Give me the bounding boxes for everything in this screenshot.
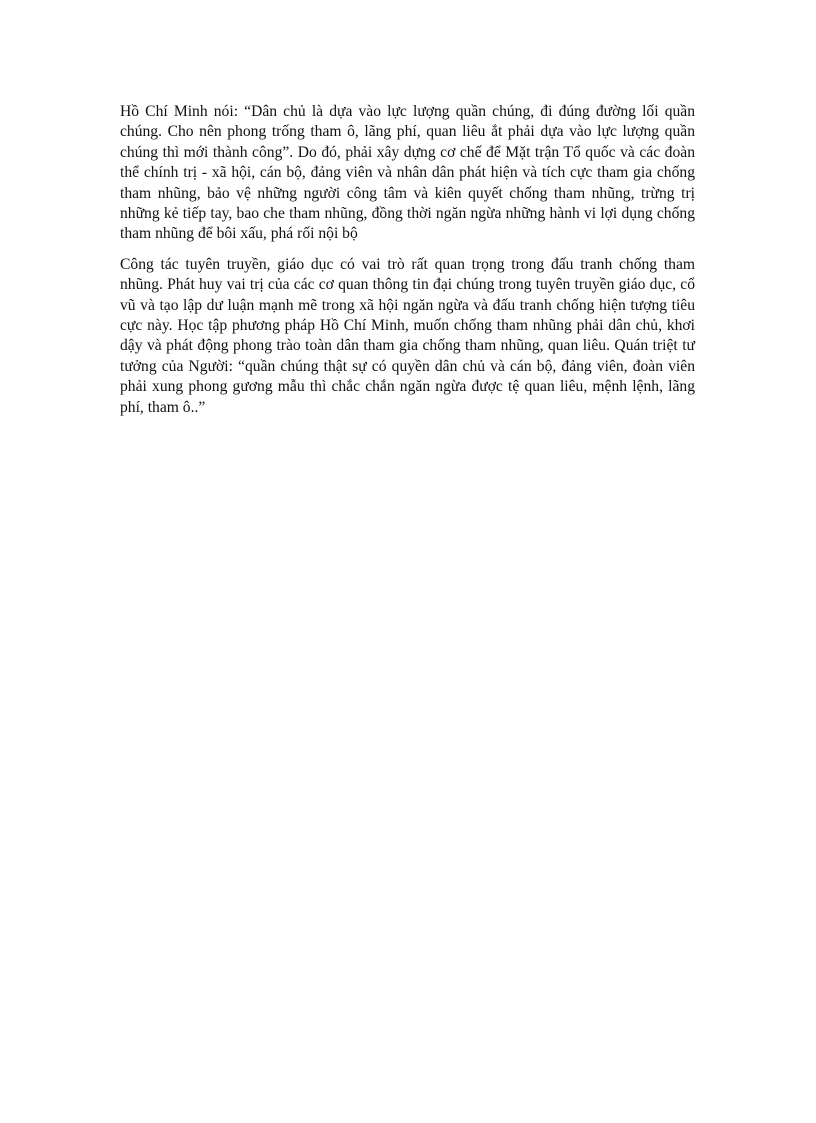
paragraph-propaganda-education: Công tác tuyên truyền, giáo dục có vai trò rất quan trọng trong đấu tranh chống tham nhũng. Phát huy vai trị của các cơ quan thông tin đại chúng trong tuyên truyền giáo dục, cổ vũ và tạo lập dư luận mạnh mẽ trong xã hội ngăn ngừa và đấu tranh chống hiện tượng tiêu cực này. Học tập phương pháp Hồ Chí Minh, muốn chống tham nhũng phải dân chủ, khơi dậy và phát động phong trào toàn dân tham gia chống tham nhũng, quan liêu. Quán triệt tư tưởng của Người: “quần chúng thật sự có quyền dân chủ và cán bộ, đảng viên, đoàn viên phải xung phong gương mẫu thì chắc chắn ngăn ngừa được tệ quan liêu, mệnh lệnh, lãng phí, tham ô..”	[120, 255, 695, 416]
paragraph-democracy-quote: Hồ Chí Minh nói: “Dân chủ là dựa vào lực lượng quần chúng, đi đúng đường lối quần chúng. Cho nên phong trống tham ô, lãng phí, quan liêu ắt phải dựa vào lực lượng quần chúng thì mới thành công”. Do đó, phải xây dựng cơ chế để Mặt trận Tổ quốc và các đoàn thể chính trị - xã hội, cán bộ, đảng viên và nhân dân phát hiện và tích cực tham gia chống tham nhũng, bảo vệ những người công tâm và kiên quyết chống tham nhũng, trừng trị những kẻ tiếp tay, bao che tham nhũng, đồng thời ngăn ngừa những hành vi lợi dụng chống tham nhũng để bôi xấu, phá rối nội bộ	[120, 103, 695, 243]
document-body	[120, 102, 695, 418]
